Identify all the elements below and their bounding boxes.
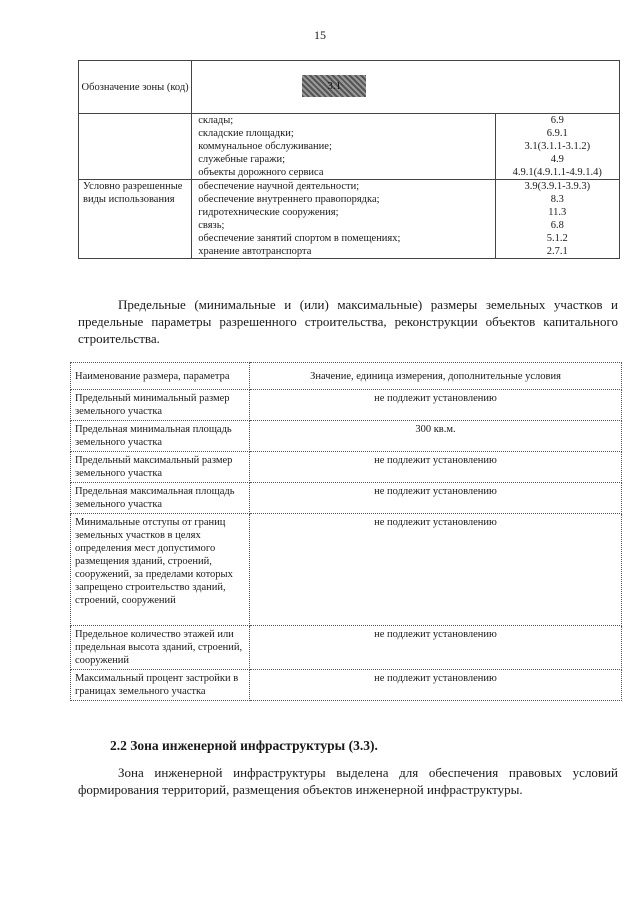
use-item: складские площадки; — [198, 128, 294, 139]
param-value: не подлежит установлению — [250, 390, 622, 421]
zone-code-cell — [192, 61, 620, 114]
use-code: 4.9 — [550, 154, 564, 165]
use-code: 4.9.1(4.9.1.1-4.9.1.4) — [512, 167, 602, 178]
param-value: не подлежит установлению — [250, 483, 622, 514]
table-row — [71, 626, 622, 670]
use-item: связь; — [198, 220, 225, 231]
column-header: Значение, единица измерения, дополнительные условия — [250, 363, 622, 390]
zone-uses-table — [78, 60, 620, 259]
table-row — [79, 180, 620, 259]
use-item: хранение автотранспорта — [198, 246, 312, 257]
parameters-table — [70, 362, 622, 701]
use-code: 11.3 — [548, 207, 567, 218]
codes-list — [495, 180, 619, 259]
use-code: 6.9.1 — [546, 128, 568, 139]
param-value: не подлежит установлению — [250, 452, 622, 483]
table-row — [71, 452, 622, 483]
table-row — [71, 670, 622, 701]
use-item: коммунальное обслуживание; — [198, 141, 332, 152]
param-value: не подлежит установлению — [250, 626, 622, 670]
use-item: служебные гаражи; — [198, 154, 286, 165]
param-name: Максимальный процент застройки в границах земельного участка — [71, 670, 250, 701]
uses-list — [192, 180, 495, 259]
param-name: Предельный максимальный размер земельного участка — [71, 452, 250, 483]
table-header-row — [71, 363, 622, 390]
use-type-label — [79, 114, 192, 180]
use-item: склады; — [198, 115, 234, 126]
column-header: Наименование размера, параметра — [71, 363, 250, 390]
parameters-intro-paragraph — [78, 296, 618, 347]
use-code: 5.1.2 — [546, 233, 568, 244]
section-heading: 2.2 Зона инженерной инфраструктуры (3.3). — [110, 738, 378, 753]
param-value: не подлежит установлению — [250, 514, 622, 626]
paragraph-text: Зона инженерной инфраструктуры выделена для обеспечения правовых условий формирования территорий, размещения объектов инженерной инфраструктуры. — [78, 765, 618, 797]
table-row — [71, 483, 622, 514]
use-item: объекты дорожного сервиса — [198, 167, 324, 178]
param-name: Предельная минимальная площадь земельного участка — [71, 421, 250, 452]
use-code: 8.3 — [550, 194, 564, 205]
use-code: 3.9(3.9.1-3.9.3) — [524, 181, 591, 192]
zone-header-row — [79, 61, 620, 114]
use-code: 3.1(3.1.1-3.1.2) — [524, 141, 591, 152]
table-row — [79, 114, 620, 180]
zone-description-paragraph — [78, 764, 618, 798]
use-item: обеспечение внутреннего правопорядка; — [198, 194, 380, 205]
zone-code-label: Обозначение зоны (код) — [79, 61, 192, 114]
param-name: Предельное количество этажей или предельная высота зданий, строений, сооружений — [71, 626, 250, 670]
use-code: 6.9 — [550, 115, 564, 126]
use-item: гидротехнические сооружения; — [198, 207, 339, 218]
use-item: обеспечение занятий спортом в помещениях; — [198, 233, 401, 244]
table-row — [71, 390, 622, 421]
zone-code: 3.1 — [302, 75, 366, 97]
param-name: Предельный минимальный размер земельного участка — [71, 390, 250, 421]
use-type-label: Условно разрешенные виды использования — [79, 180, 192, 259]
table-row — [71, 514, 622, 626]
page-number: 15 — [314, 28, 326, 42]
use-code: 2.7.1 — [546, 246, 568, 257]
codes-list — [495, 114, 619, 180]
paragraph-text: Предельные (минимальные и (или) максимальные) размеры земельных участков и предельные параметры разрешенного строительства, реконструкции объектов капитального строительства. — [78, 297, 618, 346]
table-row — [71, 421, 622, 452]
use-item: обеспечение научной деятельности; — [198, 181, 360, 192]
param-name: Предельная максимальная площадь земельного участка — [71, 483, 250, 514]
uses-list — [192, 114, 495, 180]
param-value: 300 кв.м. — [250, 421, 622, 452]
param-value: не подлежит установлению — [250, 670, 622, 701]
use-code: 6.8 — [550, 220, 564, 231]
param-name: Минимальные отступы от границ земельных участков в целях определения мест допустимого размещения зданий, строений, сооружений, за пределами которых запрещено строительство зданий, строений, сооружений — [71, 514, 250, 626]
